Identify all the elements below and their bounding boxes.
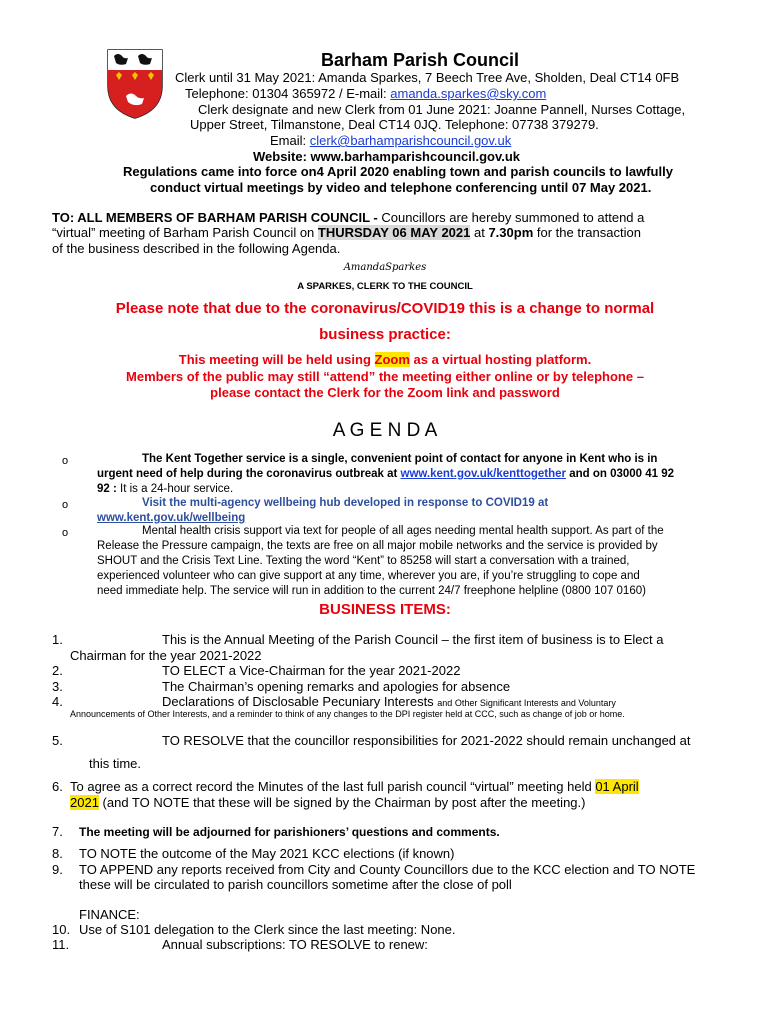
item-6-line-1: To agree as a correct record the Minutes of the last full parish council “virtual” meeting held 01 April bbox=[70, 779, 639, 794]
item-number: 2. bbox=[52, 663, 63, 678]
council-email-line bbox=[270, 133, 511, 149]
item-number: 9. bbox=[52, 862, 63, 877]
telephone-text: Telephone: 01304 365972 / E-mail: bbox=[185, 86, 391, 101]
item-number: 8. bbox=[52, 846, 63, 861]
mental-health-line-2: Release the Pressure campaign, the texts are free on all major mobile networks and the service is provided by bbox=[97, 540, 658, 552]
clerk-email-link[interactable]: amanda.sparkes@sky.com bbox=[390, 86, 547, 101]
bullet-marker: o bbox=[62, 455, 69, 467]
item-5-line-2: this time. bbox=[89, 756, 142, 771]
finance-heading: FINANCE: bbox=[79, 907, 140, 922]
council-email-link[interactable]: clerk@barhamparishcouncil.gov.uk bbox=[309, 133, 512, 148]
kent-together-line-2: urgent need of help during the coronavirus outbreak at www.kent.gov.uk/kenttogether and on 03000 41 92 bbox=[97, 468, 675, 480]
council-crest-logo bbox=[106, 48, 164, 120]
mental-health-line-5: need immediate help. The service will run in addition to the current 24/7 freephone helpline (0800 107 0160) bbox=[97, 585, 646, 597]
item-number: 7. bbox=[52, 824, 63, 839]
clerk-signoff: A SPARKES, CLERK TO THE COUNCIL bbox=[297, 281, 473, 292]
business-items-heading: BUSINESS ITEMS: bbox=[319, 601, 451, 618]
item-6-line-2: 2021 (and TO NOTE that these will be signed by the Chairman by post after the meeting.) bbox=[70, 795, 586, 810]
item-number: 4. bbox=[52, 694, 63, 709]
clerk-signature: AmandaSparkes bbox=[343, 262, 427, 273]
summons-line-2: “virtual” meeting of Barham Parish Council on THURSDAY 06 MAY 2021 at 7.30pm for the transaction bbox=[52, 225, 641, 240]
wellbeing-hub-line: Visit the multi-agency wellbeing hub developed in response to COVID19 at bbox=[142, 497, 549, 509]
kent-together-line-1: The Kent Together service is a single, convenient point of contact for anyone in Kent who is in bbox=[142, 453, 658, 465]
agenda-title: A G E N D A bbox=[332, 420, 438, 441]
council-title: Barham Parish Council bbox=[320, 50, 520, 70]
bullet-marker: o bbox=[62, 499, 69, 511]
item-8: TO NOTE the outcome of the May 2021 KCC elections (if known) bbox=[79, 846, 455, 861]
item-number: 3. bbox=[52, 679, 63, 694]
minutes-date-highlight: 01 April bbox=[595, 779, 639, 794]
clerk-contact-line bbox=[185, 86, 546, 102]
new-clerk-address-line: Upper Street, Tilmanstone, Deal CT14 0JQ. Telephone: 07738 379279. bbox=[190, 117, 599, 132]
item-9-line-1: TO APPEND any reports received from City and County Councillors due to the KCC election and TO NOTE bbox=[79, 862, 696, 877]
bullet-marker: o bbox=[62, 527, 69, 539]
item-4-line-2: Announcements of Other Interests, and a reminder to think of any changes to the DPI register held at CCC, such as change of job or home. bbox=[70, 709, 625, 719]
item-9-line-2: these will be circulated to parish councillors sometime after the close of poll bbox=[79, 877, 512, 892]
item-number: 1. bbox=[52, 632, 63, 647]
covid-notice-line-2: business practice: bbox=[319, 326, 451, 343]
meeting-time: 7.30pm bbox=[488, 225, 534, 240]
item-number: 10. bbox=[52, 922, 71, 937]
to-all-members: TO: ALL MEMBERS OF BARHAM PARISH COUNCIL - bbox=[52, 210, 382, 225]
item-number: 5. bbox=[52, 733, 63, 748]
item-1-line-2: Chairman for the year 2021-2022 bbox=[70, 648, 262, 663]
kent-together-line-3: 92 : It is a 24-hour service. bbox=[97, 483, 234, 495]
summons-line-3: of the business described in the following Agenda. bbox=[52, 241, 341, 256]
item-number: 6. bbox=[52, 779, 63, 794]
item-number: 11. bbox=[52, 937, 70, 952]
public-attend-line: Members of the public may still “attend” the meeting either online or by telephone – bbox=[126, 369, 644, 384]
zoom-notice-line: This meeting will be held using Zoom as a virtual hosting platform. bbox=[178, 352, 592, 367]
item-11: Annual subscriptions: TO RESOLVE to renew: bbox=[162, 937, 428, 952]
clerk-address-line: Clerk until 31 May 2021: Amanda Sparkes, 7 Beech Tree Ave, Sholden, Deal CT14 0FB bbox=[175, 70, 680, 85]
item-3: The Chairman’s opening remarks and apologies for absence bbox=[162, 679, 511, 694]
item-7: The meeting will be adjourned for parishioners’ questions and comments. bbox=[79, 825, 500, 839]
mental-health-line-4: experienced volunteer who can give support at any time, wherever you are, if you’re struggling to cope and bbox=[97, 570, 640, 582]
wellbeing-link[interactable]: www.kent.gov.uk/wellbeing bbox=[97, 512, 246, 524]
mental-health-line-3: SHOUT and the Crisis Text Line. Texting the word “Kent” to 85258 will start a conversation with a trained, bbox=[97, 555, 630, 567]
regulations-line-1: Regulations came into force on4 April 2020 enabling town and parish councils to lawfully bbox=[123, 164, 673, 179]
email-label: Email: bbox=[270, 133, 310, 148]
regulations-line-2: conduct virtual meetings by video and telephone conferencing until 07 May 2021. bbox=[150, 180, 652, 195]
item-4-line-1: Declarations of Disclosable Pecuniary Interests and Other Significant Interests and Voluntary bbox=[162, 694, 616, 709]
meeting-date: THURSDAY 06 MAY 2021 bbox=[317, 225, 471, 240]
item-10: Use of S101 delegation to the Clerk since the last meeting: None. bbox=[79, 922, 456, 937]
new-clerk-line: Clerk designate and new Clerk from 01 June 2021: Joanne Pannell, Nurses Cottage, bbox=[198, 102, 686, 117]
item-2: TO ELECT a Vice-Chairman for the year 2021-2022 bbox=[162, 663, 461, 678]
covid-notice-line-1: Please note that due to the coronavirus/COVID19 this is a change to normal bbox=[115, 300, 655, 317]
mental-health-line-1: Mental health crisis support via text for people of all ages needing mental health support. As part of the bbox=[142, 525, 664, 537]
item-5-line-1: TO RESOLVE that the councillor responsibilities for 2021-2022 should remain unchanged at bbox=[162, 733, 691, 748]
item-1-line-1: This is the Annual Meeting of the Parish Council – the first item of business is to Elect a bbox=[162, 632, 664, 647]
zoom-highlight: Zoom bbox=[374, 352, 410, 367]
contact-clerk-line: please contact the Clerk for the Zoom link and password bbox=[210, 385, 560, 400]
summons-line-1: TO: ALL MEMBERS OF BARHAM PARISH COUNCIL - Councillors are hereby summoned to attend a bbox=[52, 210, 645, 225]
kent-together-link[interactable]: www.kent.gov.uk/kenttogether bbox=[400, 468, 567, 480]
website-line: Website: www.barhamparishcouncil.gov.uk bbox=[253, 149, 521, 164]
